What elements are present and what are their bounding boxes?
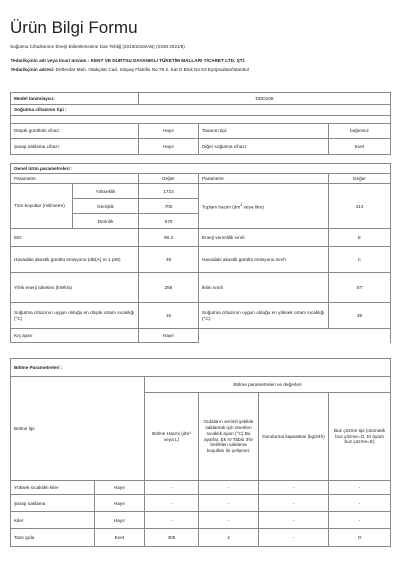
eei-row (11, 229, 391, 247)
compartment-freeze: - (259, 495, 329, 512)
compartment-group-header-row (11, 377, 391, 393)
col-compartment-volume: Bölme Hacmi (dm³ veya L) (145, 393, 199, 481)
eei-value: 99.2 (139, 229, 199, 247)
col-parameter-right: Parametre (199, 174, 329, 184)
compartment-present: Hayır (95, 495, 145, 512)
compartment-temp: - (199, 481, 259, 495)
compartment-header-row (11, 359, 391, 377)
noise-class-value: C (329, 247, 391, 273)
compartment-group-header: Bölme parametreleri ve değerleri (145, 377, 391, 393)
model-label: Model tanımlayıcı: (11, 92, 139, 104)
compartment-present: Evet (95, 529, 145, 547)
annual-energy-label: Yıllık enerji tüketimi (kWh/a) (11, 273, 139, 303)
compartment-type-label: Bölme tipi (11, 377, 145, 481)
compartment-present: Hayır (95, 481, 145, 495)
device-type-header: Soğutma cihazının tipi : (11, 104, 391, 115)
annual-energy-row (11, 273, 391, 303)
total-volume-label: Toplam hacim ($dm^3$ veya litre) (199, 184, 329, 229)
compartment-name: Taze gıda (11, 529, 95, 547)
page-title: Ürün Bilgi Formu (10, 18, 138, 37)
compartment-volume: - (145, 512, 199, 529)
col-parameter-left: Parametre (11, 174, 139, 184)
other-appliance-value: Evet (329, 138, 391, 154)
other-appliance-label: Diğer soğutma cihazı: (199, 138, 329, 154)
col-defrost-type: Buz çözme tipi (otomatik buz çözme=O, El ayarlı buz çözme=E) (329, 393, 391, 481)
col-recommended-temp: Gıdaların verimli şekilde saklamak için önerilen sıcaklık ayarı (°C) Bu ayarlar, Ek IV Tablo 3'te belirtilen saklama koşulları ile çelişmez (199, 393, 259, 481)
design-type-label: Tasarım tipi: (199, 123, 329, 138)
max-ambient-label: Soğutma cihazının uygun olduğu en yüksek ortam sıcaklığı (°C) (199, 303, 329, 329)
total-volume-value: 413 (329, 184, 391, 229)
device-type-row (11, 123, 391, 138)
energy-class-label: Enerji verimlilik sınıfı (199, 229, 329, 247)
winter-setting-row (11, 329, 391, 343)
device-type-header-row (11, 104, 391, 115)
col-value-left: Değer (139, 174, 199, 184)
winter-setting-label: Kış ayarı (11, 329, 139, 343)
height-value: 1723 (139, 184, 199, 199)
wine-storage-value: Hayır (139, 138, 199, 154)
compartment-row (11, 512, 391, 529)
compartment-name: Yüksek sıcaklıklı kiler (11, 481, 95, 495)
general-parameters-table (10, 163, 391, 343)
compartment-volume: - (145, 495, 199, 512)
ambient-temperature-row (11, 303, 391, 329)
supplier-name-row (11, 56, 391, 65)
compartment-defrost: - (329, 481, 391, 495)
compartment-header: Bölme Parametreleri : (11, 359, 391, 377)
compartment-freeze: - (259, 512, 329, 529)
annual-energy-value: 256 (139, 273, 199, 303)
noise-class-label: Havadaki akustik gürültü emisyonu sınıfı (199, 247, 329, 273)
compartment-temp: 4 (199, 529, 259, 547)
device-type-row (11, 138, 391, 154)
compartment-temp: - (199, 512, 259, 529)
depth-label: Derinlik (73, 214, 139, 229)
dimensions-label: Tüm boyutlar (milimetre) (11, 184, 73, 229)
compartment-defrost: - (329, 512, 391, 529)
energy-class-value: E (329, 229, 391, 247)
width-label: Genişlik (73, 199, 139, 214)
compartment-temp: - (199, 495, 259, 512)
dimension-row (11, 184, 391, 199)
compartment-volume: 306 (145, 529, 199, 547)
climate-class-value: ST (329, 273, 391, 303)
min-ambient-value: 16 (139, 303, 199, 329)
supplier-name-value: KENT VE DURTSU DAYANIKLI TÜKETİM MALLARI TİCARET LTD. ŞTİ. (90, 58, 246, 63)
climate-class-label: İklim sınıfı (199, 273, 329, 303)
noise-row (11, 247, 391, 273)
wine-storage-label: Şarap saklama cihazı: (11, 138, 139, 154)
compartment-freeze: - (259, 481, 329, 495)
supplier-name-label: Tedarikçinin adı veya ticari ünvanı : (10, 58, 90, 63)
model-row (11, 92, 391, 104)
low-noise-value: Hayır (139, 123, 199, 138)
winter-setting-value: Hayır (139, 329, 199, 343)
general-header-row (11, 164, 391, 174)
compartment-row (11, 529, 391, 547)
compartment-row (11, 481, 391, 495)
compartment-volume: - (145, 481, 199, 495)
col-freezing-capacity: Dondurma kapasitesi (kg/24h) (259, 393, 329, 481)
model-value: DDD108 (139, 92, 391, 104)
compartment-parameters-table (10, 358, 391, 547)
max-ambient-value: 38 (329, 303, 391, 329)
eei-label: EEI (11, 229, 139, 247)
supplier-table (10, 56, 391, 155)
width-value: 700 (139, 199, 199, 214)
compartment-row (11, 495, 391, 512)
regulation-subtitle: Soğutma Cihazlarının Enerji Etiketlemesine Dair Tebliğ (2019/2016/AB) (SGM 2021/8) (10, 44, 185, 49)
depth-value: 670 (139, 214, 199, 229)
compartment-name: Kiler (11, 512, 95, 529)
supplier-address-row (11, 65, 391, 74)
compartment-freeze: - (259, 529, 329, 547)
supplier-address-label: Tedarikçinin adresi: (10, 67, 55, 72)
height-label: Yükseklik (73, 184, 139, 199)
noise-emission-value: 39 (139, 247, 199, 273)
low-noise-label: Düşük gürültülü cihaz: (11, 123, 139, 138)
min-ambient-label: Soğutma cihazının uygun olduğu en düşük ortam sıcaklığı (°C) (11, 303, 139, 329)
general-header: Genel ürün parametreleri : (11, 164, 391, 174)
compartment-defrost: - (329, 495, 391, 512)
col-value-right: Değer (329, 174, 391, 184)
general-column-header-row (11, 174, 391, 184)
supplier-address-value: Defterdar Mah. Otakçılar Cad. Sinpaş Flatofis No:78 2. Kat D Blok No:63 Eyüpsultan/İstanbul (55, 67, 249, 72)
compartment-defrost: O (329, 529, 391, 547)
compartment-present: Hayır (95, 512, 145, 529)
noise-emission-label: Havadaki akustik gürültü emisyonu (dB(A) re 1 pW) (11, 247, 139, 273)
compartment-name: Şarap saklama (11, 495, 95, 512)
design-type-value: bağımsız (329, 123, 391, 138)
